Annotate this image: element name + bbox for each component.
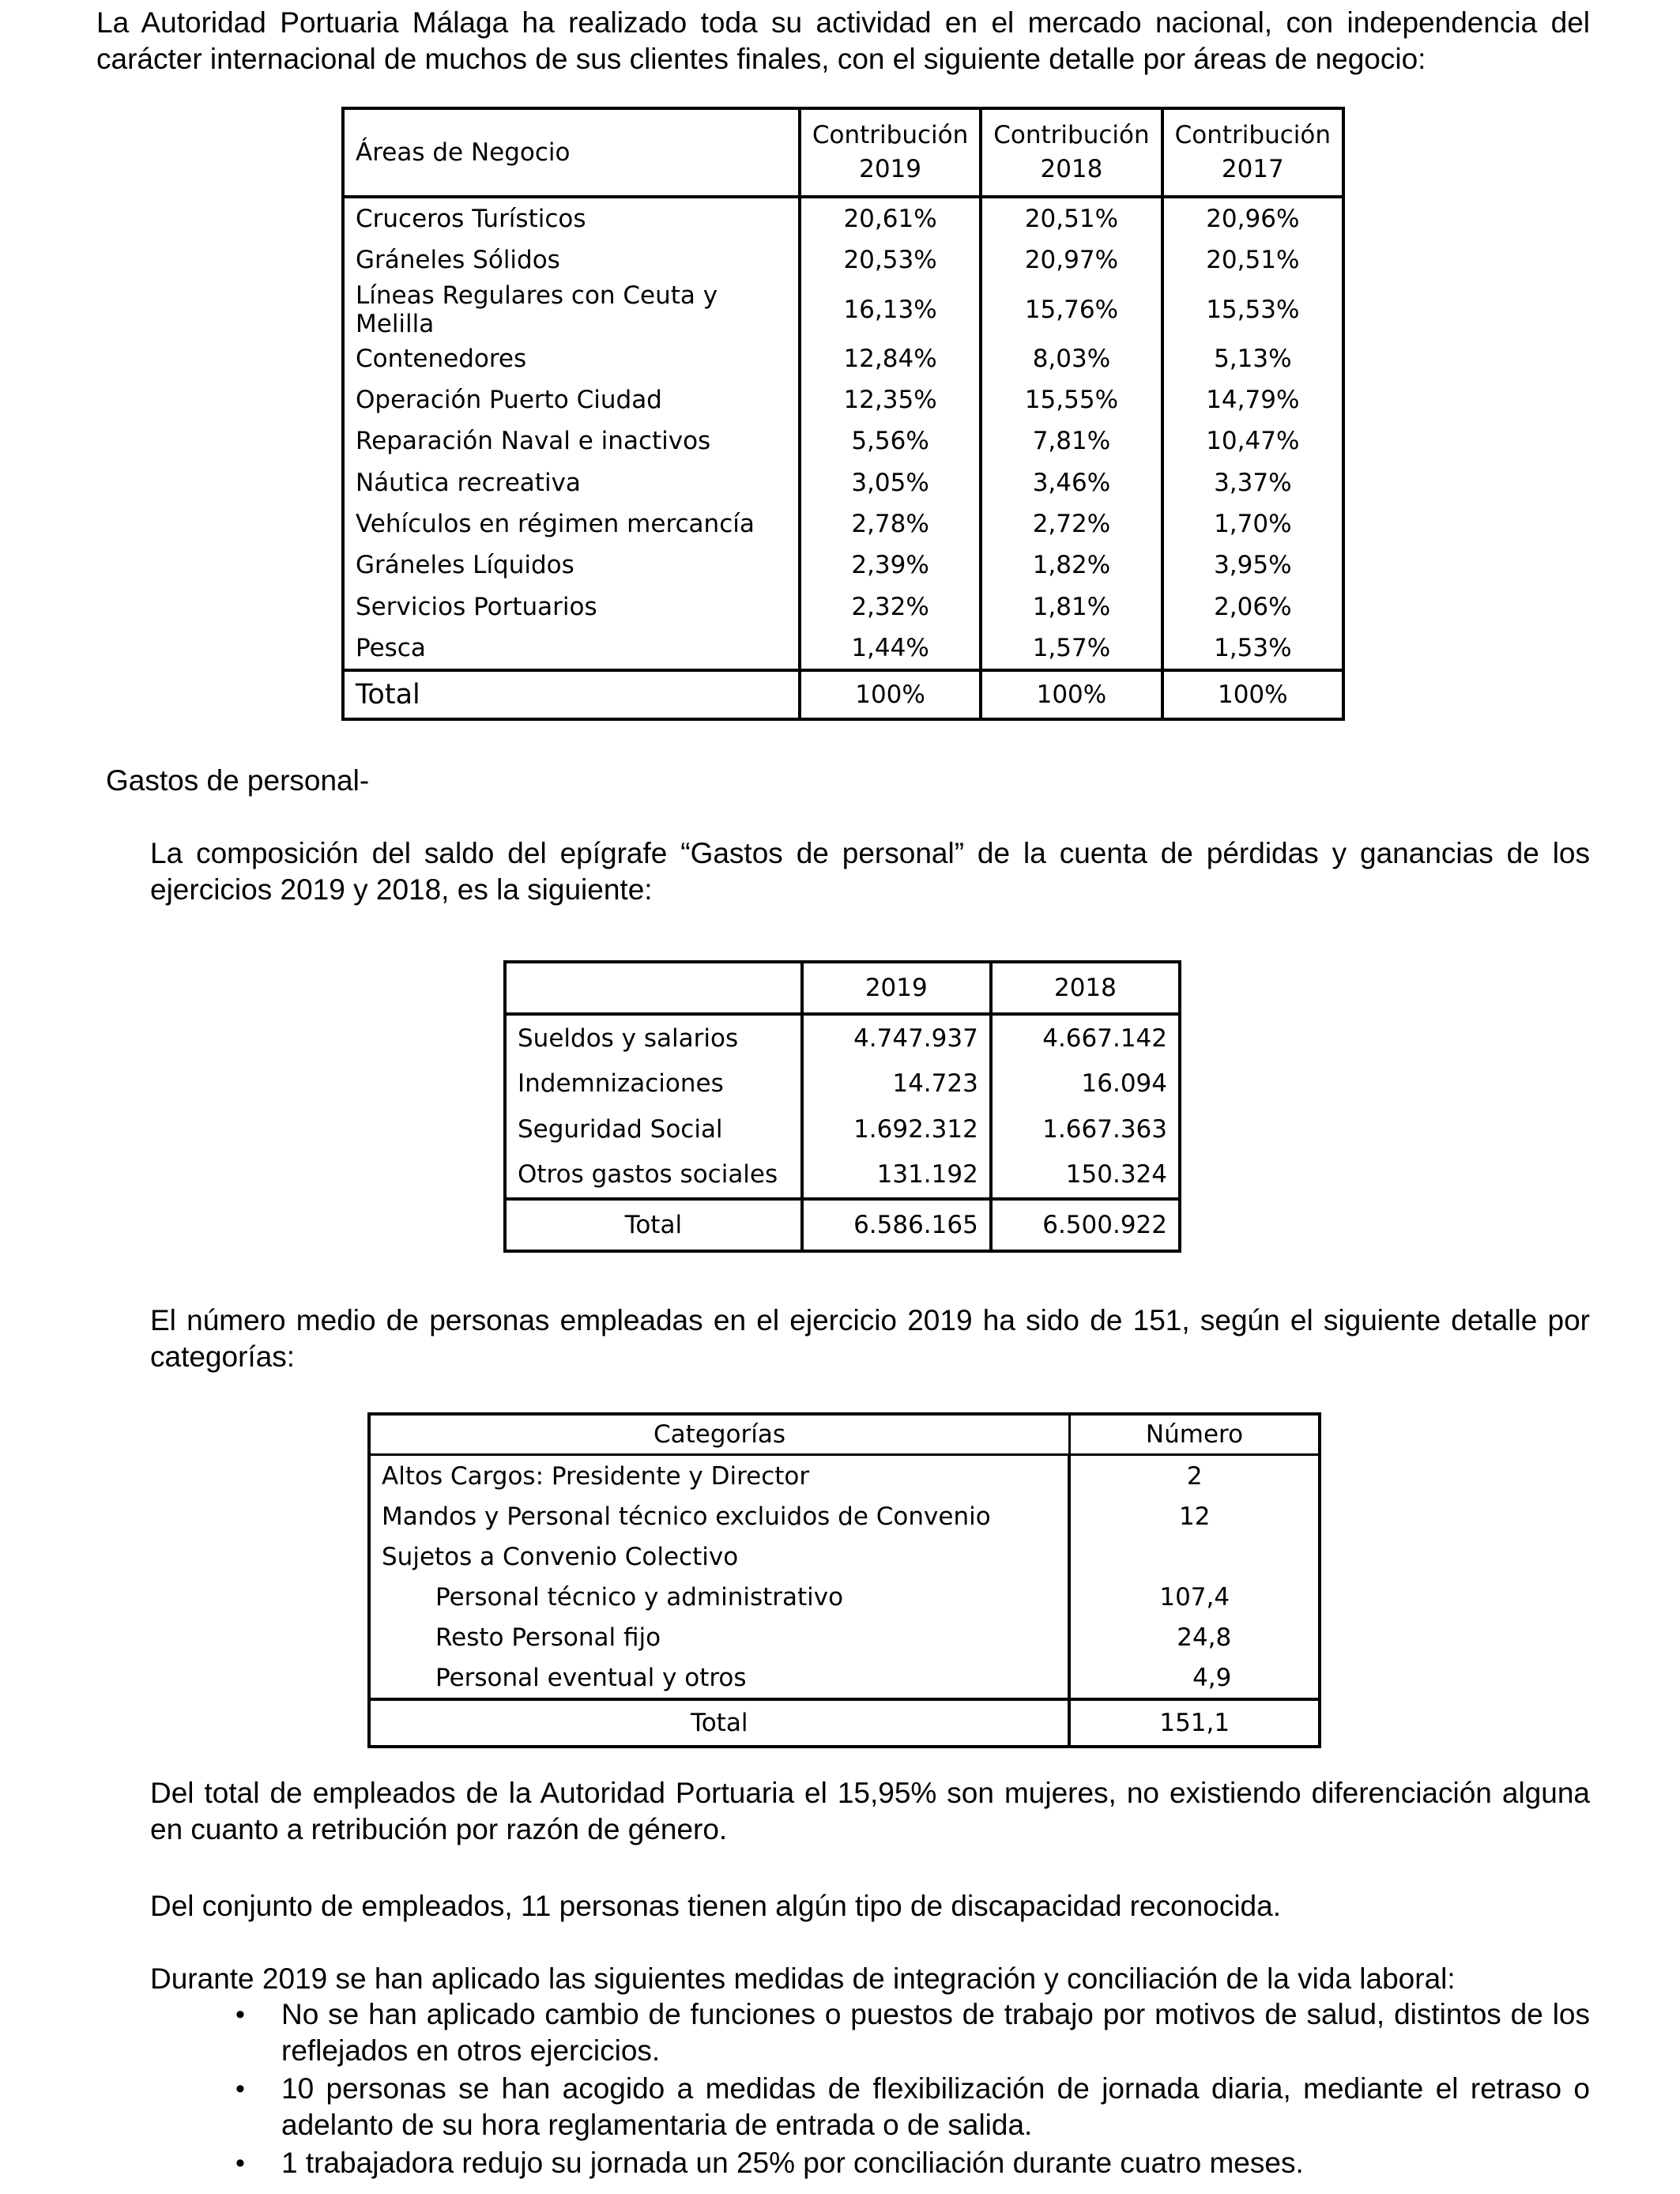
header-categories: Categorías (369, 1414, 1069, 1455)
header-2018: Contribución 2018 (981, 108, 1162, 197)
table-row (343, 503, 1343, 545)
employees-intro-paragraph: El número medio de personas empleadas en el ejercicio 2019 ha sido de 151, según el siguiente detalle por categorías: (150, 1304, 1590, 1373)
row-label: Seguridad Social (505, 1106, 802, 1152)
table-row (505, 1106, 1180, 1152)
row-label: Operación Puerto Ciudad (343, 379, 800, 420)
cell-number (1069, 1536, 1320, 1577)
header-concept (505, 962, 802, 1014)
cell-number: 2 (1069, 1455, 1320, 1497)
header-2018: 2018 (991, 962, 1180, 1014)
header-areas: Áreas de Negocio (343, 108, 800, 197)
cell-2019: 20,53% (800, 239, 981, 281)
table-header-row (369, 1414, 1320, 1455)
table-row (369, 1657, 1320, 1699)
women-paragraph: Del total de empleados de la Autoridad Portuaria el 15,95% son mujeres, no existiendo diferenciación alguna en cuanto a retribución por razón de género. (150, 1777, 1590, 1845)
cell-2019: 2,78% (800, 503, 981, 545)
cell-2019: 1.692.312 (802, 1106, 991, 1152)
cell-2018: 8,03% (981, 338, 1162, 379)
cell-number: 107,4 (1069, 1577, 1320, 1617)
row-label: Servicios Portuarios (343, 586, 800, 627)
row-label: Pesca (343, 628, 800, 670)
cell-2019: 5,56% (800, 420, 981, 462)
personnel-expenses-table (503, 960, 1181, 1253)
table-row (505, 1061, 1180, 1107)
row-label: Resto Personal fijo (369, 1617, 1069, 1657)
table-row (369, 1577, 1320, 1617)
table-row (505, 1152, 1180, 1200)
cell-2017: 1,53% (1162, 628, 1343, 670)
list-item-text: No se han aplicado cambio de funciones o puestos de trabajo por motivos de salud, distintos de los reflejados en otros ejercicios. (281, 1998, 1590, 2067)
section-heading: Gastos de personal- (106, 764, 370, 797)
cell-2019: 1,44% (800, 628, 981, 670)
table-row (369, 1455, 1320, 1497)
cell-2018: 1.667.363 (991, 1106, 1180, 1152)
row-label: Personal eventual y otros (369, 1657, 1069, 1699)
cell-2018: 16.094 (991, 1061, 1180, 1107)
row-label: Cruceros Turísticos (343, 197, 800, 239)
bullet-icon: • (235, 2000, 245, 2030)
cell-2017: 5,13% (1162, 338, 1343, 379)
row-label: Sujetos a Convenio Colectivo (369, 1536, 1069, 1577)
cell-2019: 4.747.937 (802, 1014, 991, 1061)
table-row (343, 420, 1343, 462)
table-header-row (343, 108, 1343, 197)
table-row (343, 545, 1343, 586)
total-2019: 6.586.165 (802, 1199, 991, 1251)
cell-2017: 10,47% (1162, 420, 1343, 462)
cell-2018: 1,57% (981, 628, 1162, 670)
measures-list (212, 1996, 1590, 2183)
list-item-text: 10 personas se han acogido a medidas de flexibilización de jornada diaria, mediante el retraso o adelanto de su hora reglamentaria de entrada o de salida. (281, 2072, 1590, 2141)
cell-2019: 14.723 (802, 1061, 991, 1107)
total-label: Total (369, 1699, 1069, 1747)
cell-number: 12 (1069, 1496, 1320, 1536)
bullet-icon: • (235, 2148, 245, 2178)
header-2019: 2019 (802, 962, 991, 1014)
cell-2017: 1,70% (1162, 503, 1343, 545)
table-row (343, 379, 1343, 420)
header-number: Número (1069, 1414, 1320, 1455)
cell-2017: 20,51% (1162, 239, 1343, 281)
cell-2017: 14,79% (1162, 379, 1343, 420)
total-label: Total (343, 670, 800, 719)
table-row (343, 338, 1343, 379)
cell-2019: 12,35% (800, 379, 981, 420)
total-2018: 100% (981, 670, 1162, 719)
intro-paragraph: La Autoridad Portuaria Málaga ha realizado toda su actividad en el mercado nacional, con independencia del carácter internacional de muchos de sus clientes finales, con el siguiente detalle por áreas de negocio: (96, 6, 1590, 75)
cell-2017: 2,06% (1162, 586, 1343, 627)
table-row (343, 281, 1343, 338)
row-label: Contenedores (343, 338, 800, 379)
business-areas-table (341, 107, 1345, 721)
cell-2017: 3,95% (1162, 545, 1343, 586)
employee-categories-table (367, 1412, 1321, 1748)
total-2019: 100% (800, 670, 981, 719)
header-2017: Contribución 2017 (1162, 108, 1343, 197)
row-label: Gráneles Sólidos (343, 239, 800, 281)
table-row (343, 628, 1343, 670)
cell-2017: 3,37% (1162, 462, 1343, 503)
cell-2018: 15,76% (981, 281, 1162, 338)
disability-paragraph: Del conjunto de empleados, 11 personas tienen algún tipo de discapacidad reconocida. (150, 1890, 1281, 1922)
cell-2019: 12,84% (800, 338, 981, 379)
cell-2018: 1,81% (981, 586, 1162, 627)
cell-number: 24,8 (1069, 1617, 1320, 1657)
cell-2019: 3,05% (800, 462, 981, 503)
total-number: 151,1 (1069, 1699, 1320, 1747)
cell-2017: 15,53% (1162, 281, 1343, 338)
total-label: Total (505, 1199, 802, 1251)
list-item (212, 2071, 1590, 2143)
row-label: Personal técnico y administrativo (369, 1577, 1069, 1617)
row-label: Reparación Naval e inactivos (343, 420, 800, 462)
table-row (369, 1536, 1320, 1577)
cell-2019: 2,32% (800, 586, 981, 627)
table-row (369, 1617, 1320, 1657)
table-header-row (505, 962, 1180, 1014)
cell-number: 4,9 (1069, 1657, 1320, 1699)
list-item (212, 2145, 1590, 2181)
row-label: Indemnizaciones (505, 1061, 802, 1107)
bullet-icon: • (235, 2074, 245, 2104)
table-total-row (505, 1199, 1180, 1251)
cell-2018: 20,97% (981, 239, 1162, 281)
list-item (212, 1996, 1590, 2069)
cell-2018: 2,72% (981, 503, 1162, 545)
cell-2018: 3,46% (981, 462, 1162, 503)
row-label: Líneas Regulares con Ceuta y Melilla (343, 281, 800, 338)
total-2017: 100% (1162, 670, 1343, 719)
row-label: Gráneles Líquidos (343, 545, 800, 586)
table-total-row (343, 670, 1343, 719)
header-2019: Contribución 2019 (800, 108, 981, 197)
row-label: Mandos y Personal técnico excluidos de Convenio (369, 1496, 1069, 1536)
table-row (343, 462, 1343, 503)
cell-2018: 15,55% (981, 379, 1162, 420)
cell-2018: 1,82% (981, 545, 1162, 586)
table-row (369, 1496, 1320, 1536)
table-row (343, 586, 1343, 627)
cell-2018: 20,51% (981, 197, 1162, 239)
cell-2018: 150.324 (991, 1152, 1180, 1200)
cell-2017: 20,96% (1162, 197, 1343, 239)
row-label: Otros gastos sociales (505, 1152, 802, 1200)
personnel-intro-paragraph: La composición del saldo del epígrafe “Gastos de personal” de la cuenta de pérdidas y ganancias de los ejercicios 2019 y 2018, es la siguiente: (150, 837, 1590, 906)
cell-2019: 20,61% (800, 197, 981, 239)
total-2018: 6.500.922 (991, 1199, 1180, 1251)
table-row (505, 1014, 1180, 1061)
cell-2018: 4.667.142 (991, 1014, 1180, 1061)
measures-intro-paragraph: Durante 2019 se han aplicado las siguientes medidas de integración y conciliación de la vida laboral: (150, 1962, 1456, 1995)
table-row (343, 197, 1343, 239)
row-label: Altos Cargos: Presidente y Director (369, 1455, 1069, 1497)
list-item-text: 1 trabajadora redujo su jornada un 25% por conciliación durante cuatro meses. (281, 2147, 1304, 2179)
cell-2019: 2,39% (800, 545, 981, 586)
row-label: Sueldos y salarios (505, 1014, 802, 1061)
table-total-row (369, 1699, 1320, 1747)
cell-2019: 131.192 (802, 1152, 991, 1200)
cell-2018: 7,81% (981, 420, 1162, 462)
table-row (343, 239, 1343, 281)
row-label: Náutica recreativa (343, 462, 800, 503)
cell-2019: 16,13% (800, 281, 981, 338)
row-label: Vehículos en régimen mercancía (343, 503, 800, 545)
